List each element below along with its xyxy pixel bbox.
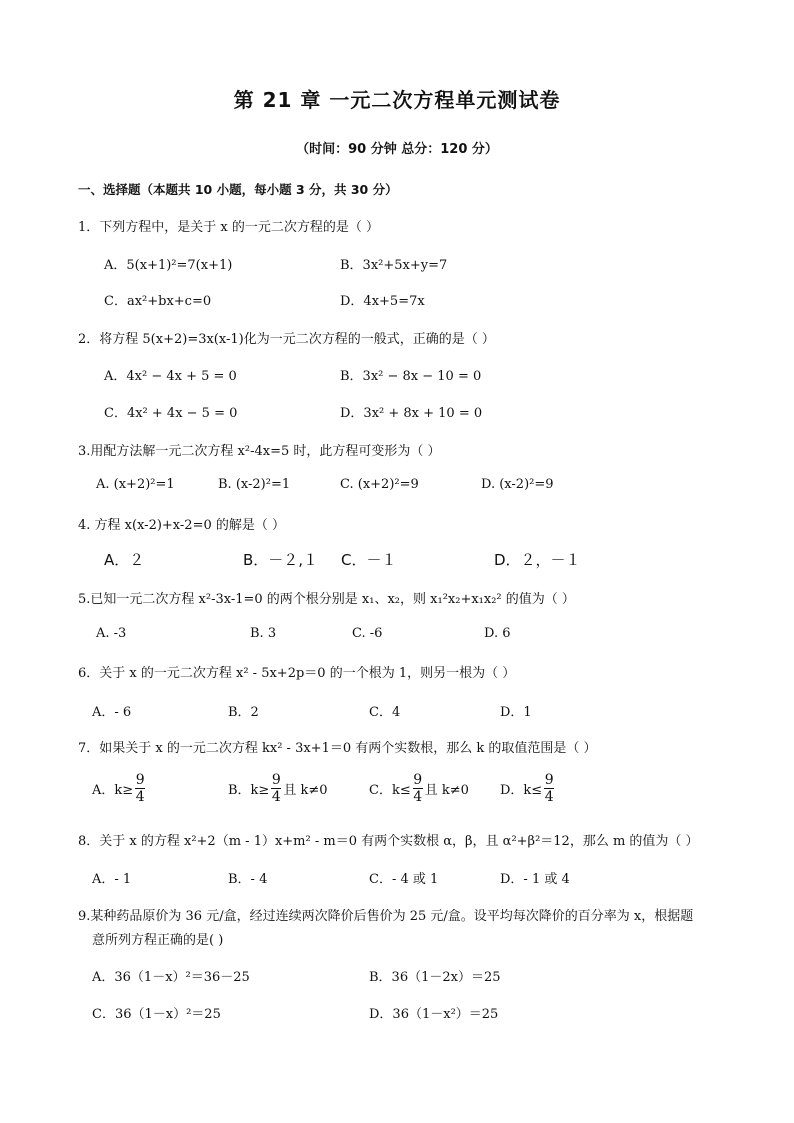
q2-option-c: C．4x² + 4x − 5 = 0 (104, 406, 238, 421)
q5-option-b: B. 3 (250, 626, 277, 641)
nine-quarters-fraction (544, 772, 554, 805)
question-9-continued: 意所列方程正确的是( ) (92, 933, 224, 948)
q4-option-c: C．－１ (341, 551, 397, 569)
q5-option-c: C. -6 (352, 626, 383, 641)
q4-option-d: D．２，－１ (494, 551, 581, 569)
question-8: 8．关于 x 的方程 x²+2（m - 1）x+m² - m＝0 有两个实数根 α，β，且 α²+β²＝12，那么 m 的值为（ ） (78, 834, 699, 849)
fraction-numerator: 9 (544, 772, 554, 788)
q1-option-b: B．3x²+5x+y=7 (340, 258, 448, 273)
q5-option-d: D. 6 (484, 626, 511, 641)
q1-option-c: C．ax²+bx+c=0 (104, 294, 212, 309)
q2-option-a: A．4x² − 4x + 5 = 0 (104, 369, 237, 384)
q4-option-b: B．－２,１ (243, 551, 319, 569)
q8-option-d: D．- 1 或 4 (500, 872, 570, 887)
fraction-denominator: 4 (413, 789, 423, 805)
q7-option-d (500, 772, 556, 805)
q9-option-b: B．36（1－2x）＝25 (369, 970, 501, 985)
q3-option-b: B. (x-2)²=1 (218, 477, 291, 492)
fraction-denominator: 4 (135, 789, 145, 805)
page-title: 第 21 章 一元二次方程单元测试卷 (233, 88, 561, 112)
q7-option-b (228, 772, 328, 805)
q2-option-b: B．3x² − 8x − 10 = 0 (340, 369, 482, 384)
q7-option-c-label: C．k≤ (369, 783, 411, 798)
q7-option-b-label: B．k≥ (228, 783, 270, 798)
fraction-numerator: 9 (413, 772, 423, 788)
q7-option-a (92, 772, 147, 805)
question-7: 7．如果关于 x 的一元二次方程 kx² - 3x+1＝0 有两个实数根，那么 k 的取值范围是（ ） (78, 741, 597, 756)
question-3: 3.用配方法解一元二次方程 x²-4x=5 时，此方程可变形为（ ） (78, 444, 441, 459)
q7-option-d-label: D．k≤ (500, 783, 543, 798)
question-6: 6．关于 x 的一元二次方程 x² - 5x+2p＝0 的一个根为 1，则另一根为（ ） (78, 666, 516, 681)
q9-option-c: C．36（1－x）²＝25 (92, 1007, 221, 1022)
question-2: 2．将方程 5(x+2)=3x(x-1)化为一元二次方程的一般式，正确的是（ ） (78, 332, 495, 347)
nine-quarters-fraction (413, 772, 423, 805)
q7-option-a-label: A．k≥ (92, 783, 134, 798)
fraction-denominator: 4 (544, 789, 554, 805)
q1-option-a: A．5(x+1)²=7(x+1) (104, 258, 233, 273)
q6-option-d: D．1 (500, 705, 532, 720)
q6-option-c: C．4 (369, 705, 401, 720)
q3-option-d: D. (x-2)²=9 (481, 477, 554, 492)
section-heading: 一、选择题（本题共 10 小题，每小题 3 分，共 30 分） (78, 182, 398, 197)
q2-option-d: D．3x² + 8x + 10 = 0 (340, 406, 483, 421)
q8-option-a: A．- 1 (92, 872, 132, 887)
q8-option-b: B．- 4 (228, 872, 268, 887)
question-5: 5.已知一元二次方程 x²-3x-1=0 的两个根分别是 x₁、x₂，则 x₁²x₂+x₁x₂² 的值为（ ） (78, 592, 575, 607)
question-4: 4. 方程 x(x-2)+x-2=0 的解是（ ） (78, 518, 285, 533)
question-1: 1．下列方程中，是关于 x 的一元二次方程的是（ ） (78, 220, 379, 235)
q6-option-b: B．2 (228, 705, 259, 720)
q8-option-c: C．- 4 或 1 (369, 872, 439, 887)
q7-option-c-condition: 且 k≠0 (424, 783, 469, 798)
fraction-denominator: 4 (271, 789, 281, 805)
question-9: 9.某种药品原价为 36 元/盒，经过连续两次降价后售价为 25 元/盒。设平均每次降价的百分率为 x，根据题 (78, 909, 694, 924)
q9-option-a: A．36（1－x）²＝36－25 (92, 970, 250, 985)
nine-quarters-fraction (271, 772, 281, 805)
q3-option-c: C. (x+2)²=9 (340, 477, 419, 492)
q1-option-d: D．4x+5=7x (340, 294, 425, 309)
fraction-numerator: 9 (135, 772, 145, 788)
q3-option-a: A. (x+2)²=1 (96, 477, 175, 492)
q6-option-a: A．- 6 (92, 705, 132, 720)
q4-option-a: A．２ (104, 551, 145, 569)
fraction-numerator: 9 (271, 772, 281, 788)
q7-option-c (369, 772, 469, 805)
nine-quarters-fraction (135, 772, 145, 805)
q9-option-d: D．36（1－x²）＝25 (369, 1007, 499, 1022)
q7-option-b-condition: 且 k≠0 (283, 783, 328, 798)
q5-option-a: A. -3 (96, 626, 127, 641)
exam-info: （时间：90 分钟 总分：120 分） (296, 142, 498, 157)
